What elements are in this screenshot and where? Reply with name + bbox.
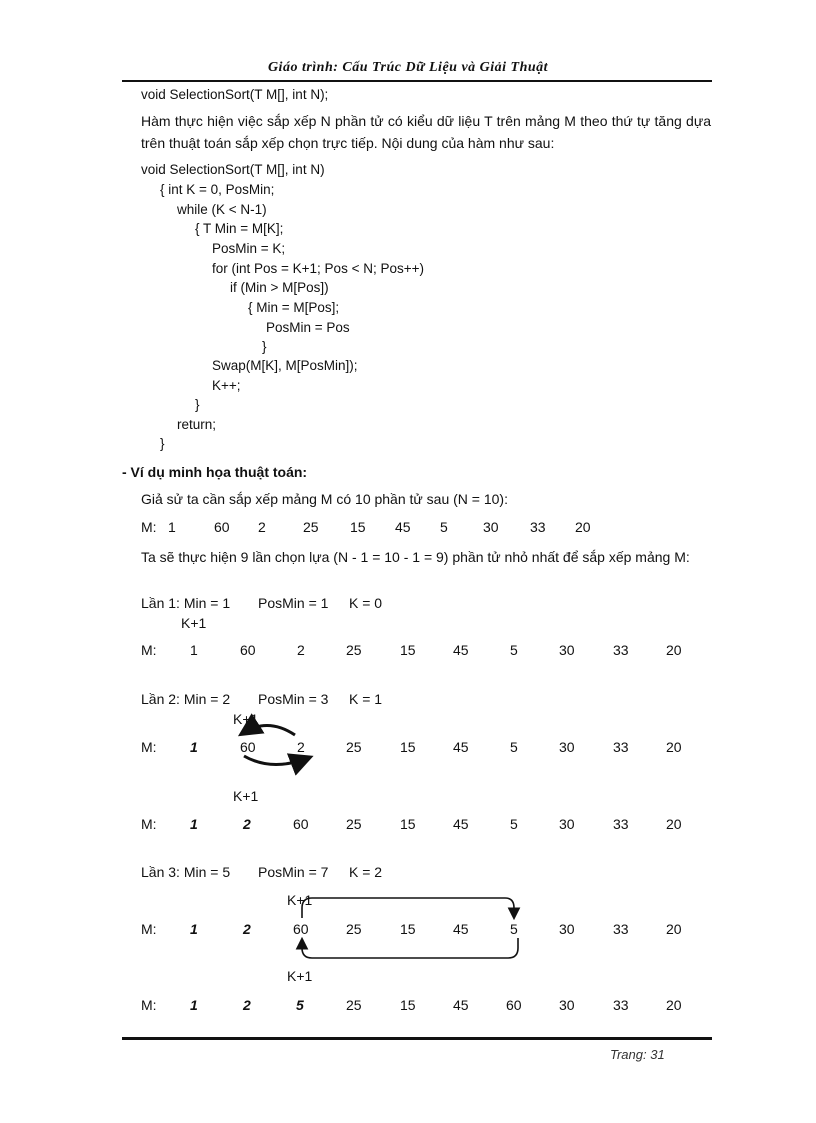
array-value: 33 — [530, 519, 546, 535]
array-value: 20 — [666, 642, 682, 658]
array-value: 60 — [293, 921, 309, 937]
step-label: Lần 3: Min = 5 — [141, 864, 231, 880]
step-posmin: PosMin = 7 — [258, 864, 329, 880]
example-intro: Giả sử ta cần sắp xếp mảng M có 10 phần tử sau (N = 10): — [141, 491, 508, 507]
array-value: 25 — [303, 519, 319, 535]
code-line: K++; — [212, 378, 241, 393]
code-line: { Min = M[Pos]; — [248, 300, 340, 315]
array-value: 2 — [258, 519, 266, 535]
code-line: } — [195, 397, 200, 412]
k-marker: K+1 — [287, 968, 313, 984]
array-value: 5 — [510, 816, 518, 832]
step-k: K = 1 — [349, 691, 383, 707]
code-line: return; — [177, 417, 217, 432]
function-prototype: void SelectionSort(T M[], int N); — [141, 87, 329, 102]
footer-rule — [122, 1037, 712, 1040]
array-value-sorted: 2 — [243, 921, 251, 937]
code-line: if (Min > M[Pos]) — [230, 280, 329, 295]
array-value: 33 — [613, 997, 629, 1013]
array-value: 33 — [613, 921, 629, 937]
k-marker: K+1 — [287, 892, 313, 908]
array-value: 15 — [400, 921, 416, 937]
code-line: while (K < N-1) — [177, 202, 267, 217]
array-value: 60 — [214, 519, 230, 535]
array-value: 25 — [346, 921, 362, 937]
array-value: 25 — [346, 816, 362, 832]
array-value: 30 — [559, 642, 575, 658]
step-label: Lần 1: Min = 1 — [141, 595, 231, 611]
code-line: PosMin = Pos — [266, 320, 350, 335]
step-posmin: PosMin = 3 — [258, 691, 329, 707]
array-value: 1 — [168, 519, 176, 535]
page-number: Trang: 31 — [610, 1047, 665, 1062]
array-value: 33 — [613, 739, 629, 755]
array-value: 30 — [559, 997, 575, 1013]
step-k: K = 0 — [349, 595, 383, 611]
array-value: 15 — [400, 642, 416, 658]
k-marker: K+1 — [233, 788, 259, 804]
array-value: 5 — [440, 519, 448, 535]
array-value: 30 — [559, 921, 575, 937]
step-label: Lần 2: Min = 2 — [141, 691, 231, 707]
array-value: 20 — [666, 816, 682, 832]
array-value: 5 — [510, 921, 518, 937]
array-value-sorted: 1 — [190, 816, 198, 832]
array-value: 20 — [666, 921, 682, 937]
array-value: 60 — [240, 642, 256, 658]
array-label: M: — [141, 921, 157, 937]
array-value: 25 — [346, 642, 362, 658]
array-value-sorted: 1 — [190, 997, 198, 1013]
array-value: 15 — [400, 816, 416, 832]
code-line: Swap(M[K], M[PosMin]); — [212, 358, 358, 373]
array-value: 45 — [453, 739, 469, 755]
array-value: 2 — [297, 642, 305, 658]
array-label: M: — [141, 519, 157, 535]
array-value-sorted: 2 — [243, 816, 251, 832]
code-line: PosMin = K; — [212, 241, 286, 256]
code-line: void SelectionSort(T M[], int N) — [141, 162, 325, 177]
array-value: 33 — [613, 642, 629, 658]
array-label: M: — [141, 816, 157, 832]
array-value: 45 — [453, 997, 469, 1013]
array-value: 30 — [483, 519, 499, 535]
code-line: } — [262, 339, 267, 354]
plan-text: Ta sẽ thực hiện 9 lần chọn lựa (N - 1 = 10 - 1 = 9) phần tử nhỏ nhất để sắp xếp mảng M: — [141, 549, 690, 565]
array-value: 20 — [666, 997, 682, 1013]
code-line: } — [160, 436, 165, 451]
array-value: 20 — [666, 739, 682, 755]
array-value: 15 — [400, 739, 416, 755]
k-marker: K+1 — [181, 615, 207, 631]
code-line: for (int Pos = K+1; Pos < N; Pos++) — [212, 261, 424, 276]
array-value: 1 — [190, 642, 198, 658]
array-value: 30 — [559, 739, 575, 755]
example-heading: - Ví dụ minh họa thuật toán: — [122, 464, 308, 480]
array-value: 60 — [293, 816, 309, 832]
array-label: M: — [141, 739, 157, 755]
array-value-sorted: 5 — [296, 997, 304, 1013]
array-value: 15 — [400, 997, 416, 1013]
code-line: { int K = 0, PosMin; — [160, 182, 275, 197]
array-label: M: — [141, 642, 157, 658]
array-value: 25 — [346, 997, 362, 1013]
array-value: 60 — [506, 997, 522, 1013]
array-value: 33 — [613, 816, 629, 832]
array-value: 45 — [395, 519, 411, 535]
array-label: M: — [141, 997, 157, 1013]
step-posmin: PosMin = 1 — [258, 595, 329, 611]
array-value: 20 — [575, 519, 591, 535]
array-value-sorted: 1 — [190, 921, 198, 937]
array-value: 30 — [559, 816, 575, 832]
array-value: 45 — [453, 921, 469, 937]
array-value-sorted: 2 — [243, 997, 251, 1013]
array-value: 15 — [350, 519, 366, 535]
array-value: 60 — [240, 739, 256, 755]
array-value-sorted: 1 — [190, 739, 198, 755]
array-value: 2 — [297, 739, 305, 755]
array-value: 5 — [510, 642, 518, 658]
k-marker: K+1 — [233, 711, 259, 727]
page-header-title: Giáo trình: Cấu Trúc Dữ Liệu và Giải Thuật — [267, 60, 549, 75]
array-value: 45 — [453, 642, 469, 658]
array-value: 45 — [453, 816, 469, 832]
code-line: { T Min = M[K]; — [195, 221, 284, 236]
array-value: 5 — [510, 739, 518, 755]
array-value: 25 — [346, 739, 362, 755]
function-description: Hàm thực hiện việc sắp xếp N phần tử có kiểu dữ liệu T trên mảng M theo thứ tự tăng dựa trên thuật toán sắp xếp chọn trực tiếp. Nội dung của hàm như sau: — [141, 113, 711, 151]
step-k: K = 2 — [349, 864, 383, 880]
